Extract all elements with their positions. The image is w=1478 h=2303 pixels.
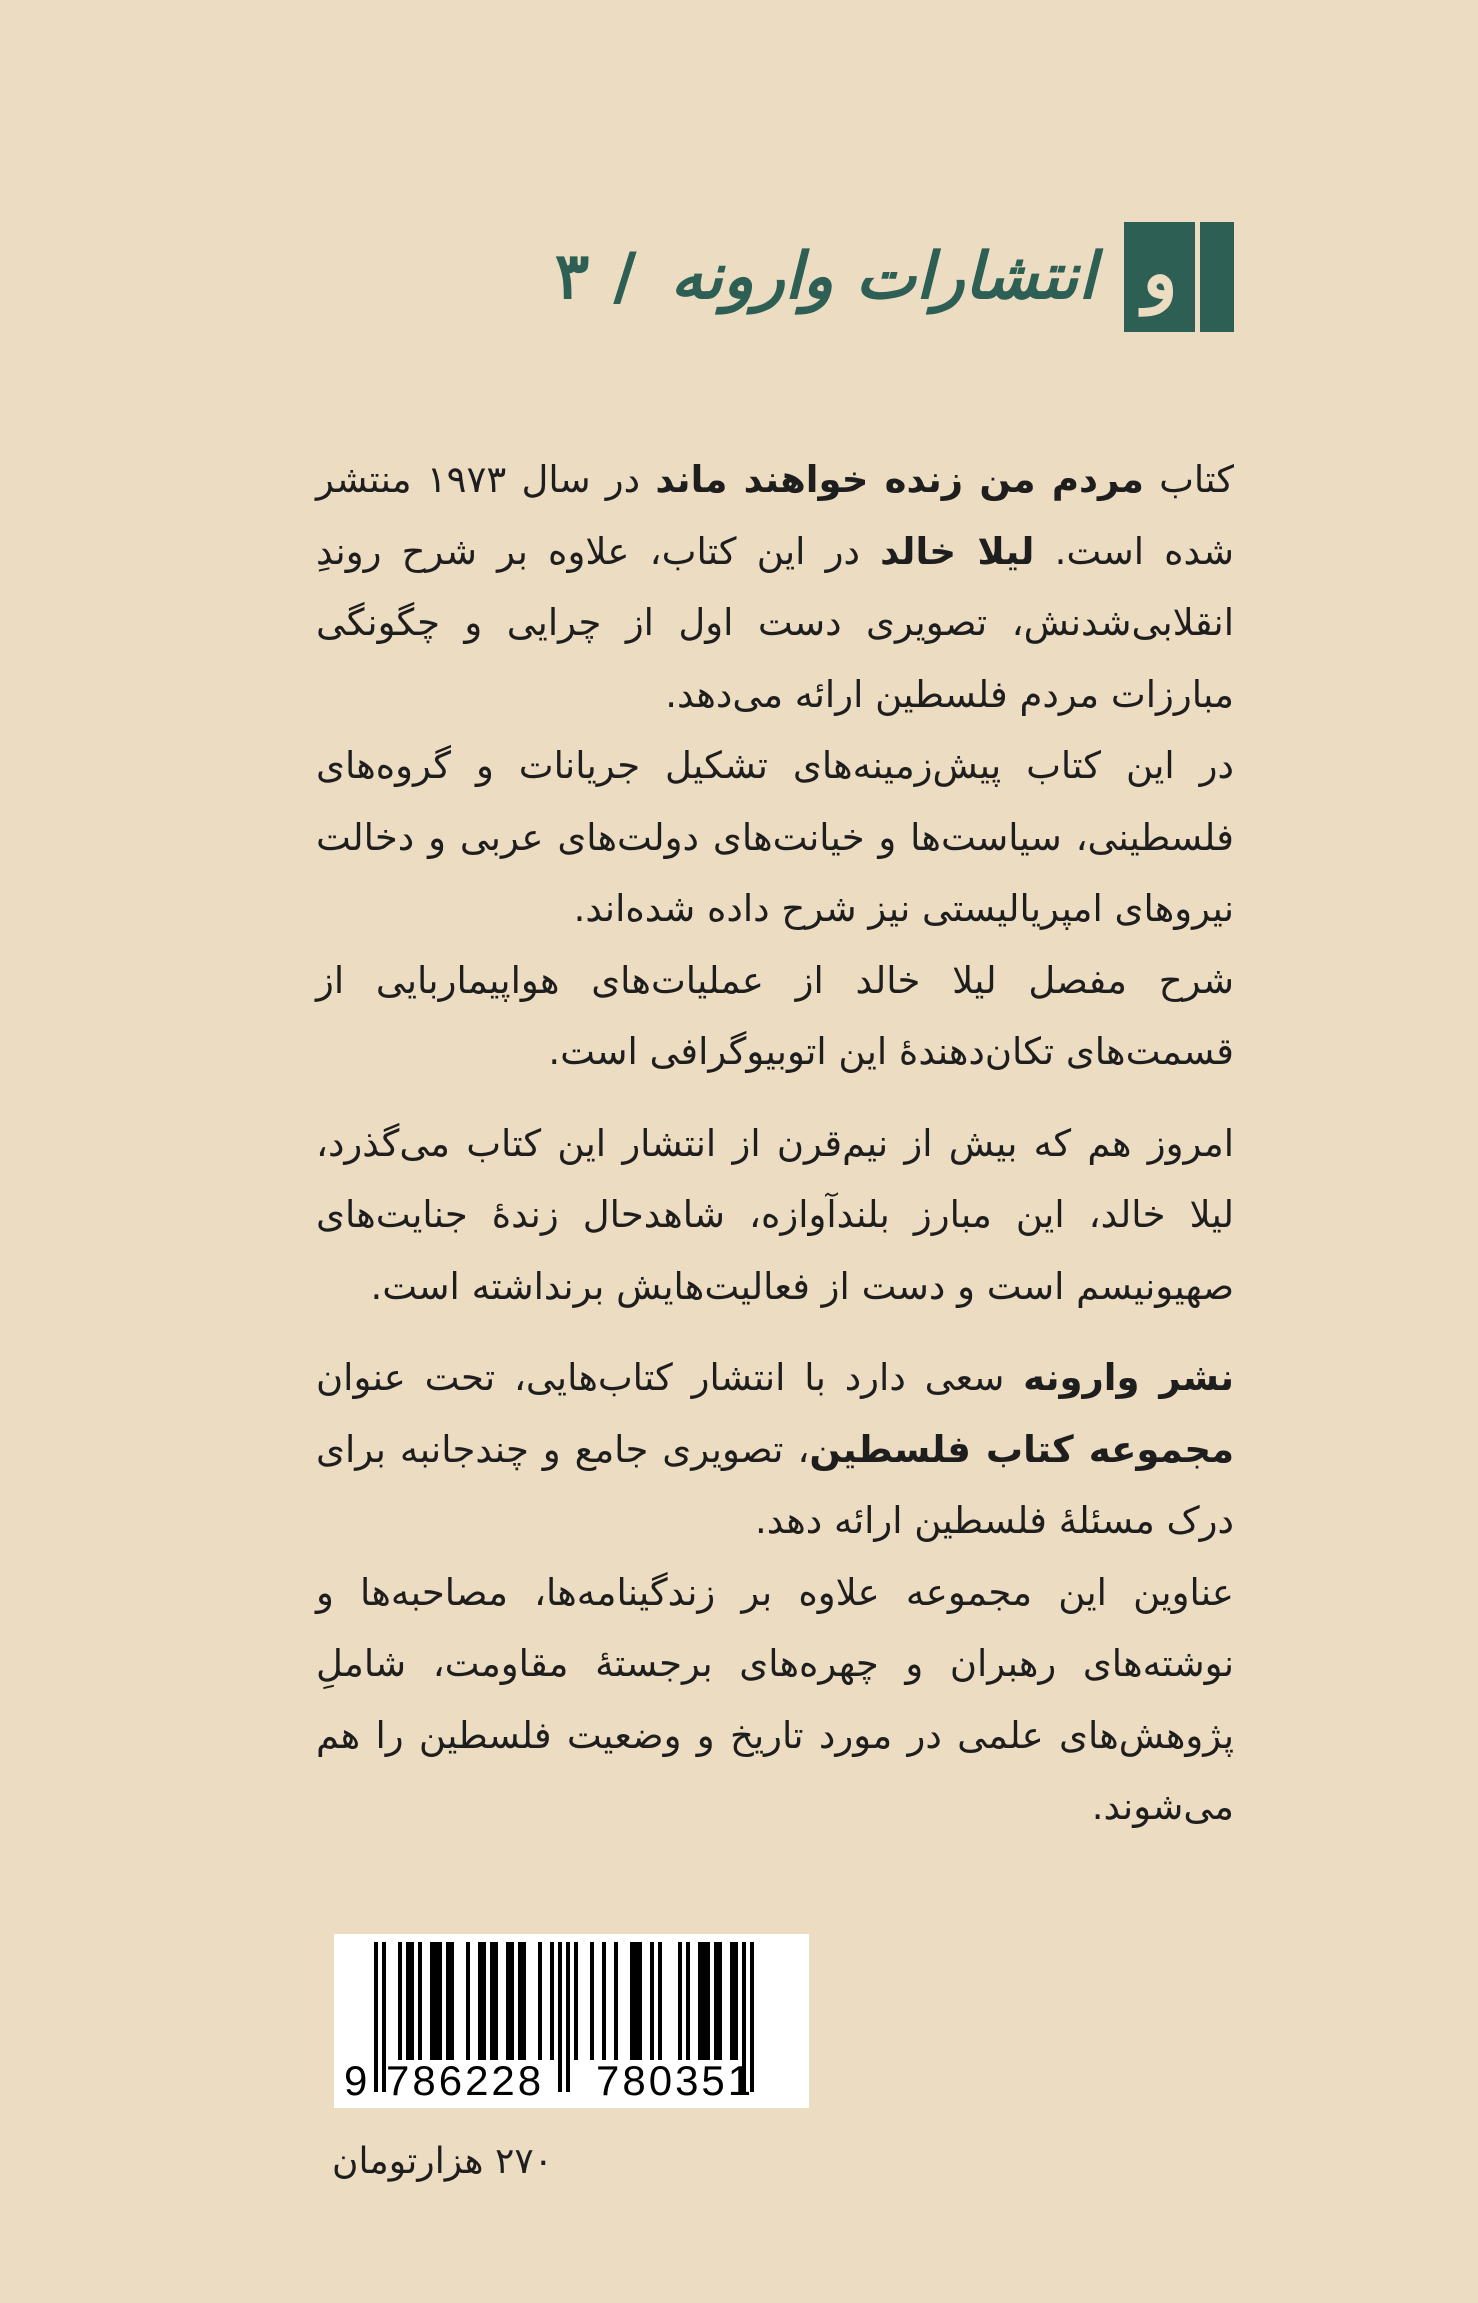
- barcode-bar: [574, 1942, 578, 2060]
- isbn-barcode: [334, 1934, 809, 2108]
- barcode-bar: [510, 1942, 514, 2060]
- barcode-bar: [714, 1942, 718, 2060]
- price-amount: ۲۷۰: [495, 2141, 554, 2182]
- paragraph-publisher: [316, 1342, 1234, 1557]
- text-run: شرح مفصل لیلا خالد از عملیات‌های هواپیماربایی از قسمت‌های تکان‌دهندهٔ این اتوبیوگرافی است.: [316, 958, 1234, 1073]
- barcode-bar: [438, 1942, 442, 2060]
- barcode-bar: [418, 1942, 422, 2060]
- barcode-bar: [558, 1942, 562, 2092]
- barcode-bar: [718, 1942, 722, 2060]
- barcode-bar: [466, 1942, 470, 2060]
- logo-stripe: [1195, 222, 1200, 332]
- barcode-bar: [638, 1942, 642, 2060]
- barcode-bar: [650, 1942, 654, 2060]
- barcode-bar: [398, 1942, 402, 2060]
- series-title: مجموعه کتاب فلسطین: [809, 1427, 1234, 1471]
- barcode-bar: [686, 1942, 690, 2060]
- barcode-right-group: 780351: [596, 2057, 755, 2104]
- barcode-first-digit: 9: [344, 2057, 371, 2104]
- barcode-bar: [374, 1942, 378, 2092]
- paragraph-today: [316, 1108, 1234, 1323]
- barcode-bar: [702, 1942, 706, 2060]
- barcode-bar: [678, 1942, 682, 2060]
- barcode-bar: [550, 1942, 554, 2060]
- book-title: مردم من زنده خواهند ماند: [655, 458, 1144, 501]
- barcode-bar: [478, 1942, 482, 2060]
- paragraph-collection: [316, 1557, 1234, 1843]
- barcode-bar: [634, 1942, 638, 2060]
- barcode-bar: [482, 1942, 486, 2060]
- publisher-name: انتشارات وارونه: [670, 239, 1096, 314]
- back-cover-text: [316, 444, 1234, 1843]
- publisher-logo: [1124, 222, 1234, 332]
- barcode-bar: [730, 1942, 734, 2060]
- barcode-bar: [698, 1942, 702, 2060]
- barcode-bar: [630, 1942, 634, 2060]
- paragraph-intro: [316, 444, 1234, 730]
- barcode-bar: [658, 1942, 662, 2060]
- publisher-bold: نشر وارونه: [1023, 1356, 1234, 1399]
- text-run: کتاب: [1143, 458, 1234, 501]
- series-number: ۳: [554, 239, 590, 314]
- barcode-bar: [706, 1942, 710, 2060]
- barcode-bar: [434, 1942, 438, 2060]
- barcode-bar: [490, 1942, 494, 2060]
- barcode-bar: [602, 1942, 606, 2060]
- price: [332, 2134, 553, 2190]
- barcode-bar: [538, 1942, 542, 2060]
- barcode-bar: [446, 1942, 450, 2060]
- barcode-bar: [494, 1942, 498, 2060]
- paragraph-background: [316, 730, 1234, 945]
- paragraph-hijacking: [316, 945, 1234, 1088]
- barcode-bar: [450, 1942, 454, 2060]
- barcode-bar: [614, 1942, 618, 2060]
- barcode-bar: [590, 1942, 594, 2060]
- price-unit: هزارتومان: [332, 2141, 484, 2182]
- text-run: در سال ۱۹۷۳ منتشر شده است.: [316, 458, 1234, 573]
- barcode-bar: [566, 1942, 570, 2092]
- barcode-bar: [506, 1942, 510, 2060]
- text-run: امروز هم که بیش از نیم‌قرن از انتشار این کتاب می‌گذرد، لیلا خالد، این مبارز بلندآوازه، شاهدحال زندهٔ جنایت‌های صهیونیسم است و دست از فعالیت‌هایش برنداشته است.: [316, 1121, 1234, 1308]
- author-name: لیلا خالد: [880, 529, 1035, 573]
- barcode-bar: [518, 1942, 522, 2060]
- logo-glyph: و: [1142, 230, 1178, 315]
- barcode-left-group: 786228: [386, 2057, 545, 2104]
- text-run: در این کتاب، علاوه بر شرح روندِ انقلابی‌شدنش، تصویری دست اول از چرایی و چگونگی مبارزات مردم فلسطین ارائه می‌دهد.: [316, 529, 1234, 716]
- publisher-header: [555, 222, 1234, 332]
- text-run: در این کتاب پیش‌زمینه‌های تشکیل جریانات و گروه‌های فلسطینی، سیاست‌ها و خیانت‌های دولت‌های عربی و دخالت نیروهای امپریالیستی نیز شرح داده شده‌اند.: [316, 744, 1234, 930]
- text-run: ، تصویری جامع و چندجانبه برای درک مسئلهٔ فلسطین ارائه دهد.: [316, 1427, 1234, 1542]
- series-separator: /: [613, 239, 637, 314]
- text-run: عناوین این مجموعه علاوه بر زندگینامه‌ها، مصاحبه‌ها و نوشته‌های رهبران و چهره‌های برجستهٔ مقاومت، شاملِ پژوهش‌های علمی در مورد تاریخ و وضعیت فلسطین را هم می‌شوند.: [316, 1570, 1234, 1828]
- barcode-bar: [522, 1942, 526, 2060]
- barcode-bar: [734, 1942, 738, 2060]
- text-run: سعی دارد با انتشار کتاب‌هایی، تحت عنوان: [316, 1356, 1024, 1399]
- barcode-bar: [430, 1942, 434, 2060]
- barcode-bar: [410, 1942, 414, 2060]
- barcode-bar: [406, 1942, 410, 2060]
